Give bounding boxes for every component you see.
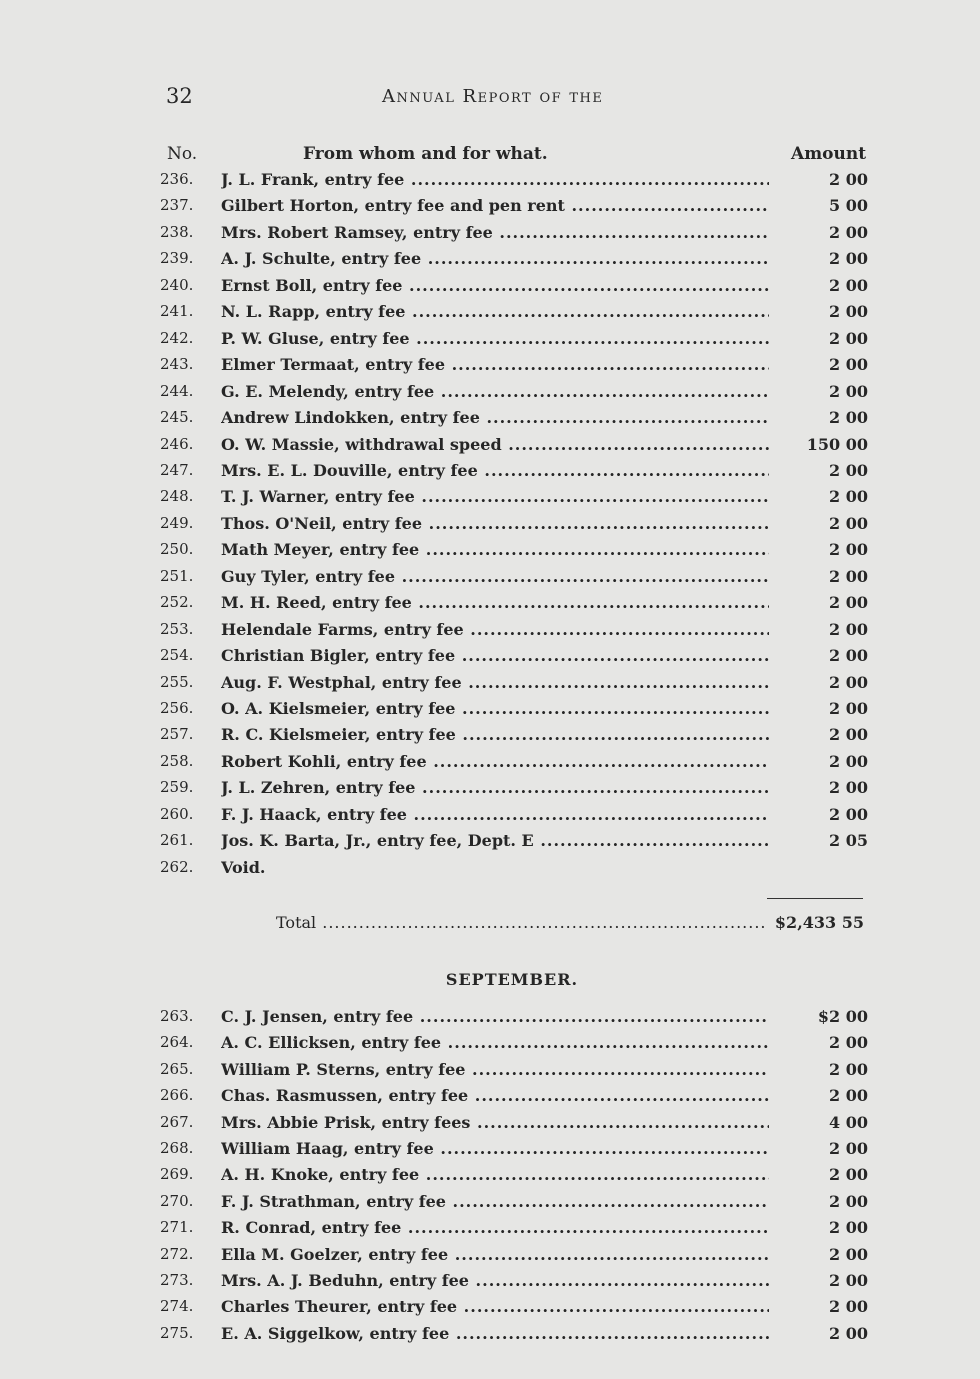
entry-number: 240. xyxy=(160,275,194,294)
entry-description: Mrs. A. J. Beduhn, entry fee ..... xyxy=(221,1271,769,1290)
entry-number: 268. xyxy=(160,1139,194,1157)
entry-number: 266. xyxy=(160,1086,194,1105)
table-row xyxy=(0,646,980,672)
entry-number: 241. xyxy=(160,302,194,321)
entry-number: 258. xyxy=(160,751,194,770)
entry-description: G. E. Melendy, entry fee ..... xyxy=(221,382,769,401)
entry-description: E. A. Siggelkow, entry fee ..... xyxy=(221,1324,769,1343)
entry-description: R. Conrad, entry fee ..... xyxy=(221,1218,769,1237)
entry-amount: 2 00 xyxy=(829,487,868,507)
entry-amount: 2 00 xyxy=(829,778,868,798)
entry-description: P. W. Gluse, entry fee ..... xyxy=(221,329,769,348)
entry-description: Mrs. Robert Ramsey, entry fee ..... xyxy=(221,223,769,242)
entry-amount: 2 00 xyxy=(829,1244,868,1264)
entry-number: 272. xyxy=(160,1244,194,1263)
entry-amount: 2 00 xyxy=(829,170,868,189)
total-row xyxy=(0,913,980,939)
table-row xyxy=(0,1297,980,1323)
entry-amount: 2 05 xyxy=(829,831,868,851)
total-rule xyxy=(767,898,863,899)
entry-amount: 2 00 xyxy=(829,355,868,375)
entry-description: Robert Kohli, entry fee ..... xyxy=(221,752,769,771)
entry-amount: 2 00 xyxy=(829,593,868,613)
entry-description: F. J. Strathman, entry fee ..... xyxy=(221,1192,769,1211)
table-row xyxy=(0,461,980,487)
entry-amount: $2 00 xyxy=(817,1007,868,1026)
entry-number: 244. xyxy=(160,381,194,400)
entry-amount: 2 00 xyxy=(829,751,868,771)
entry-description: R. C. Kielsmeier, entry fee ..... xyxy=(221,725,769,744)
entry-amount: 2 00 xyxy=(829,1165,868,1185)
entry-amount: 2 00 xyxy=(829,302,868,322)
table-row xyxy=(0,1113,980,1139)
entry-description: Chas. Rasmussen, entry fee ..... xyxy=(221,1086,769,1105)
table-row xyxy=(0,725,980,751)
entry-description: O. A. Kielsmeier, entry fee ..... xyxy=(221,699,769,718)
table-row xyxy=(0,1139,980,1165)
table-row xyxy=(0,196,980,222)
entry-description: A. H. Knoke, entry fee ..... xyxy=(221,1165,769,1184)
column-header-description: From whom and for what. xyxy=(303,144,548,164)
entry-amount: 2 00 xyxy=(829,725,868,745)
table-row xyxy=(0,1192,980,1218)
entry-description: T. J. Warner, entry fee ..... xyxy=(221,487,769,506)
entry-amount: 2 00 xyxy=(829,1218,868,1238)
entry-number: 243. xyxy=(160,355,194,374)
table-row xyxy=(0,1033,980,1059)
table-row xyxy=(0,1165,980,1191)
entry-amount: 2 00 xyxy=(829,275,868,295)
entry-number: 242. xyxy=(160,328,194,347)
entry-description: Elmer Termaat, entry fee ..... xyxy=(221,355,769,374)
table-row xyxy=(0,1218,980,1244)
entry-description: Ernst Boll, entry fee ..... xyxy=(221,276,769,295)
entry-description: C. J. Jensen, entry fee ..... xyxy=(221,1007,769,1026)
entry-amount: 2 00 xyxy=(829,646,868,666)
table-row xyxy=(0,805,980,831)
entry-amount: 2 00 xyxy=(829,540,868,560)
entry-description: F. J. Haack, entry fee ..... xyxy=(221,805,769,824)
entry-amount: 2 00 xyxy=(829,328,868,348)
entry-description: J. L. Zehren, entry fee ..... xyxy=(221,778,769,797)
entry-amount: 2 00 xyxy=(829,513,868,533)
table-row xyxy=(0,752,980,778)
table-row xyxy=(0,382,980,408)
entry-number: 264. xyxy=(160,1033,194,1052)
entry-description: Christian Bigler, entry fee ..... xyxy=(221,646,769,665)
entry-number: 259. xyxy=(160,778,194,797)
entry-number: 253. xyxy=(160,619,194,638)
total-label: Total ..... xyxy=(276,913,768,932)
entry-amount: 2 00 xyxy=(829,1059,868,1079)
table-row xyxy=(0,778,980,804)
entry-description: O. W. Massie, withdrawal speed ..... xyxy=(221,435,769,454)
entry-number: 275. xyxy=(160,1323,194,1342)
table-row xyxy=(0,1007,980,1033)
table-row xyxy=(0,355,980,381)
entry-number: 237. xyxy=(160,196,194,215)
entry-amount: 2 00 xyxy=(829,1033,868,1053)
total-amount: $2,433 55 xyxy=(774,913,864,932)
entry-number: 246. xyxy=(160,434,194,453)
entry-number: 273. xyxy=(160,1271,194,1289)
entry-amount: 2 00 xyxy=(829,460,868,480)
table-row xyxy=(0,593,980,619)
entry-description: Charles Theurer, entry fee ..... xyxy=(221,1297,769,1316)
entry-number: 236. xyxy=(160,170,194,188)
entry-description: J. L. Frank, entry fee ..... xyxy=(221,170,769,189)
entry-description: Thos. O'Neil, entry fee ..... xyxy=(221,514,769,533)
entry-number: 254. xyxy=(160,646,194,665)
entry-amount: 2 00 xyxy=(829,249,868,269)
entry-description: Mrs. E. L. Douville, entry fee ..... xyxy=(221,461,769,480)
entry-amount: 2 00 xyxy=(829,222,868,242)
entry-description: Void. xyxy=(221,857,266,877)
entry-number: 267. xyxy=(160,1112,194,1131)
table-row xyxy=(0,620,980,646)
table-row xyxy=(0,858,980,884)
entry-number: 260. xyxy=(160,804,194,823)
page-number: 32 xyxy=(166,84,193,108)
entry-amount: 2 00 xyxy=(829,1139,868,1158)
entry-description: William Haag, entry fee ..... xyxy=(221,1139,769,1158)
table-row xyxy=(0,673,980,699)
entry-description: Guy Tyler, entry fee ..... xyxy=(221,567,769,586)
table-row xyxy=(0,567,980,593)
entry-amount: 2 00 xyxy=(829,619,868,639)
entry-number: 270. xyxy=(160,1191,194,1210)
table-row xyxy=(0,329,980,355)
table-row xyxy=(0,408,980,434)
page-header xyxy=(0,84,980,114)
section-heading-september: SEPTEMBER. xyxy=(445,970,579,989)
table-row xyxy=(0,1324,980,1350)
entry-amount: 2 00 xyxy=(829,699,868,718)
entry-description: A. J. Schulte, entry fee ..... xyxy=(221,249,769,268)
table-row xyxy=(0,276,980,302)
table-row xyxy=(0,1245,980,1271)
column-header-no: No. xyxy=(167,144,198,164)
entry-amount: 2 00 xyxy=(829,1271,868,1290)
table-row xyxy=(0,831,980,857)
table-row xyxy=(0,223,980,249)
entry-description: Gilbert Horton, entry fee and pen rent ..... xyxy=(221,196,769,215)
entry-description: N. L. Rapp, entry fee ..... xyxy=(221,302,769,321)
entry-number: 255. xyxy=(160,672,194,691)
entry-amount: 2 00 xyxy=(829,566,868,586)
entry-amount: 2 00 xyxy=(829,1191,868,1211)
entry-amount: 2 00 xyxy=(829,1323,868,1343)
entry-amount: 5 00 xyxy=(829,196,868,216)
table-row xyxy=(0,487,980,513)
entry-description: Aug. F. Westphal, entry fee ..... xyxy=(221,673,769,692)
entry-number: 245. xyxy=(160,408,194,427)
entry-number: 239. xyxy=(160,249,194,268)
running-title: Annual Report of the xyxy=(382,86,604,107)
table-row xyxy=(0,699,980,725)
entry-amount: 2 00 xyxy=(829,408,868,428)
entry-number: 262. xyxy=(160,857,194,876)
entry-number: 247. xyxy=(160,460,194,479)
entry-amount: 2 00 xyxy=(829,1297,868,1317)
entry-number: 261. xyxy=(160,831,194,850)
entry-amount: 2 00 xyxy=(829,672,868,692)
entry-description: A. C. Ellicksen, entry fee ..... xyxy=(221,1033,769,1052)
entry-description: Helendale Farms, entry fee ..... xyxy=(221,620,769,639)
entry-description: Ella M. Goelzer, entry fee ..... xyxy=(221,1245,769,1264)
entry-description: Jos. K. Barta, Jr., entry fee, Dept. E ..... xyxy=(221,831,769,850)
entry-description: Math Meyer, entry fee ..... xyxy=(221,540,769,559)
entry-number: 238. xyxy=(160,222,194,241)
table-row xyxy=(0,540,980,566)
table-row xyxy=(0,170,980,196)
entry-number: 252. xyxy=(160,593,194,612)
entry-amount: 4 00 xyxy=(829,1112,868,1132)
entry-number: 271. xyxy=(160,1218,194,1237)
entry-description: M. H. Reed, entry fee ..... xyxy=(221,593,769,612)
table-row xyxy=(0,302,980,328)
entry-number: 263. xyxy=(160,1007,194,1025)
entry-number: 269. xyxy=(160,1165,194,1184)
entry-description: William P. Sterns, entry fee ..... xyxy=(221,1060,769,1079)
table-row xyxy=(0,249,980,275)
table-row xyxy=(0,1060,980,1086)
entry-number: 250. xyxy=(160,540,194,559)
table-row xyxy=(0,1271,980,1297)
entry-number: 257. xyxy=(160,725,194,744)
entry-description: Andrew Lindokken, entry fee ..... xyxy=(221,408,769,427)
table-row xyxy=(0,514,980,540)
entry-amount: 150 00 xyxy=(806,434,868,454)
column-header-amount: Amount xyxy=(791,144,867,164)
entry-number: 248. xyxy=(160,487,194,506)
table-row xyxy=(0,1086,980,1112)
entry-number: 251. xyxy=(160,566,194,585)
entry-amount: 2 00 xyxy=(829,804,868,824)
entry-number: 249. xyxy=(160,513,194,532)
entry-amount: 2 00 xyxy=(829,1086,868,1106)
entry-number: 256. xyxy=(160,699,194,717)
entry-description: Mrs. Abbie Prisk, entry fees ..... xyxy=(221,1113,769,1132)
entry-number: 274. xyxy=(160,1297,194,1316)
entry-amount: 2 00 xyxy=(829,381,868,401)
entry-number: 265. xyxy=(160,1059,194,1078)
table-row xyxy=(0,435,980,461)
